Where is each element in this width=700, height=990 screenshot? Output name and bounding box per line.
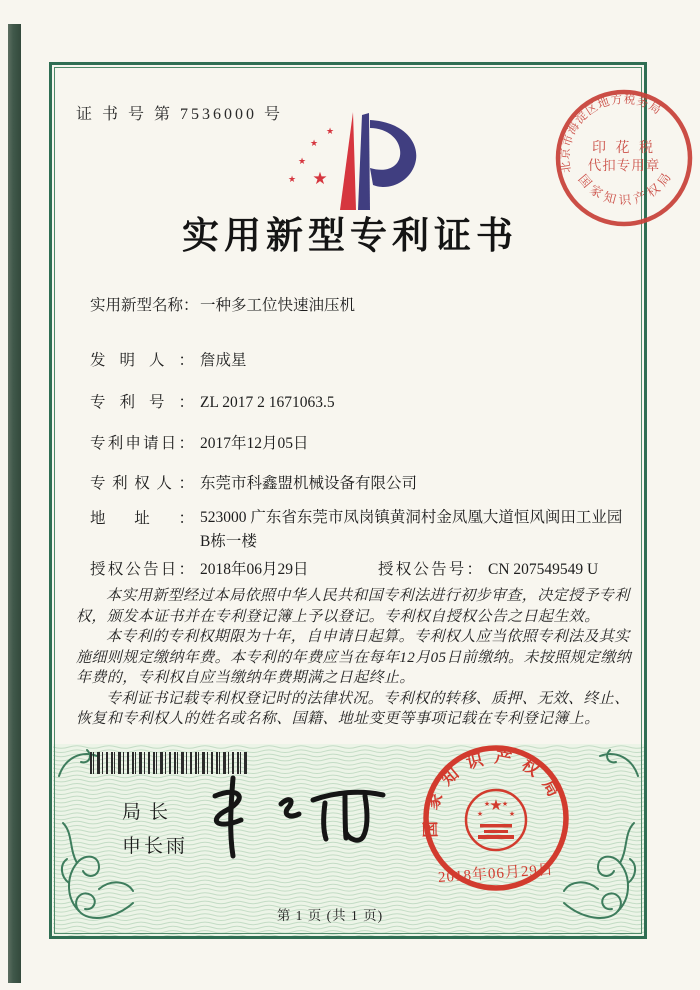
svg-text:★: ★ bbox=[297, 157, 307, 167]
field-label: 发明人： bbox=[90, 352, 194, 369]
logo-star-icon: ★ bbox=[325, 127, 335, 137]
certificate-number: 证 书 号 第 7536000 号 bbox=[76, 106, 284, 123]
flourish-curl-top-right-icon bbox=[596, 746, 642, 778]
field-value: 一种多工位快速油压机 bbox=[200, 297, 356, 314]
field-row-address bbox=[90, 506, 625, 554]
svg-text:★: ★ bbox=[489, 798, 503, 814]
field-row-filing-date bbox=[90, 431, 309, 453]
tax-stamp-line2: 代扣专用章 bbox=[587, 158, 661, 173]
field-row-inventor bbox=[90, 348, 247, 370]
field-label: 专利权人： bbox=[90, 475, 194, 492]
field-label: 授权公告号： bbox=[378, 561, 482, 578]
field-value: 2018年06月29日 bbox=[200, 561, 309, 578]
seal-arc-text: 国家知识产权局 bbox=[420, 747, 569, 838]
director-signature bbox=[195, 770, 395, 865]
field-value: CN 207549549 U bbox=[488, 561, 599, 578]
field-label: 授权公告日： bbox=[90, 561, 194, 578]
tax-stamp-seal bbox=[551, 84, 697, 232]
cnipa-seal bbox=[418, 740, 574, 896]
svg-text:★: ★ bbox=[287, 175, 297, 185]
field-value: 东莞市科鑫盟机械设备有限公司 bbox=[200, 475, 418, 492]
binding-edge bbox=[8, 24, 21, 983]
certificate-title: 实用新型专利证书 bbox=[182, 216, 518, 257]
field-value: 詹成星 bbox=[200, 352, 247, 369]
field-row-name bbox=[90, 293, 355, 315]
seal-date: 2018年06月29日 bbox=[437, 861, 555, 887]
svg-text:国家知识产权局 bbox=[575, 167, 675, 207]
field-label: 专利申请日： bbox=[90, 435, 194, 452]
field-value: ZL 2017 2 1671063.5 bbox=[200, 394, 335, 411]
legal-paragraph: 本实用新型经过本局依照中华人民共和国专利法进行初步审查，决定授予专利权，颁发本证书并在专利登记簿上予以登记。专利权自授权公告之日起生效。 bbox=[76, 588, 630, 625]
field-value: 523000 广东省东莞市凤岗镇黄洞村金凤凰大道恒风闽田工业园B栋一楼 bbox=[200, 509, 623, 551]
svg-text:★: ★ bbox=[309, 139, 319, 149]
tax-stamp-line1: 印 花 税 bbox=[592, 141, 656, 156]
svg-text:★: ★ bbox=[312, 169, 328, 189]
field-label: 地址： bbox=[90, 510, 194, 527]
field-label: 实用新型名称： bbox=[90, 297, 199, 314]
field-label: 专利号： bbox=[90, 394, 194, 411]
field-row-patentee bbox=[90, 471, 417, 493]
national-emblem-icon bbox=[466, 790, 526, 850]
svg-text:★: ★ bbox=[501, 800, 509, 808]
cnipa-logo-icon bbox=[278, 112, 428, 217]
legal-paragraph: 专利证书记载专利权登记时的法律状况。专利权的转移、质押、无效、终止、恢复和专利权人的姓名或名称、国籍、地址变更等事项记载在专利登记簿上。 bbox=[76, 690, 630, 727]
field-row-patent-no bbox=[90, 390, 335, 412]
field-value: 2017年12月05日 bbox=[200, 435, 309, 452]
svg-text:★: ★ bbox=[508, 810, 516, 818]
director-title: 局长 bbox=[122, 802, 177, 823]
page-number: 第 1 页 (共 1 页) bbox=[276, 908, 384, 923]
tax-stamp-arc-bottom: 国家知识产权局 bbox=[575, 167, 676, 208]
legal-paragraph: 本专利的专利权期限为十年，自申请日起算。专利权人应当依照专利法及其实施细则规定缴纳年费。本专利的年费应当在每年12月05日前缴纳。未按照规定缴纳年费的，专利权自应当缴纳年费期满之日起终止。 bbox=[76, 629, 632, 686]
field-row-grant bbox=[90, 557, 599, 579]
svg-text:★: ★ bbox=[483, 800, 491, 808]
director-name: 申长雨 bbox=[122, 836, 189, 857]
svg-text:★: ★ bbox=[476, 810, 484, 818]
tax-stamp-arc-top: 北京市海淀区地方税务局 bbox=[559, 93, 664, 174]
legal-text bbox=[76, 586, 642, 730]
